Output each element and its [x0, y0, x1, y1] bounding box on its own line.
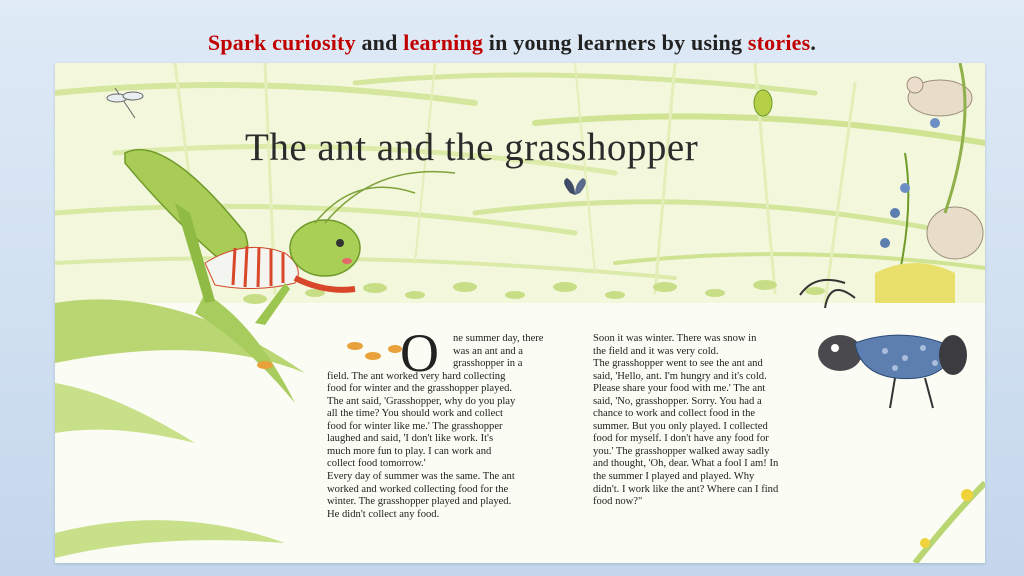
story-line: the field and it was very cold. [593, 345, 719, 357]
story-line: grasshopper in a [453, 358, 523, 370]
story-line: He didn't collect any food. [327, 508, 440, 520]
story-line: much more fun to play. I can work and [327, 445, 492, 457]
beetle-illustration [754, 90, 772, 116]
title-part: learning [403, 30, 484, 55]
story-line: was an ant and a [453, 345, 524, 357]
foreground-leaf [55, 383, 195, 443]
story-line: The ant said, 'Grasshopper, why do you play [327, 395, 516, 407]
drop-cap: O [400, 323, 439, 383]
story-line: food now?" [593, 496, 643, 508]
book-title: The ant and the grasshopper [245, 126, 699, 169]
story-line: all the time? You should work and collect [327, 408, 503, 420]
title-part: . [810, 30, 817, 55]
story-line: The grasshopper went to see the ant and [593, 358, 763, 370]
story-line: collect food tomorrow.' [327, 458, 426, 470]
story-line: the summer I played and played. Why [593, 471, 755, 483]
foreground-leaf [55, 520, 285, 558]
story-right-column [593, 333, 843, 509]
story-line: worked and worked collecting food for the [327, 483, 509, 495]
story-line: chance to work and collect food in the [593, 408, 756, 420]
story-line: you.' The grasshopper walked away sadly [593, 445, 770, 457]
dandelion-illustration [915, 483, 985, 563]
story-line: food for winter like me.' The grasshopper [327, 420, 503, 432]
story-line: and thought, 'Oh, dear. What a fool I am! In [593, 458, 779, 470]
title-part: and [355, 30, 404, 55]
title-part: stories [747, 30, 811, 55]
story-line: food for winter and the grasshopper played. [327, 383, 513, 395]
title-part: Spark curiosity [207, 30, 356, 55]
story-line: laughed and said, 'I don't like work. It's [327, 433, 494, 445]
story-line: field. The ant worked very hard collecting [327, 370, 506, 382]
storybook-page-image [55, 63, 985, 563]
story-line: Please share your food with me.' The ant [593, 383, 766, 395]
story-line: ne summer day, there [453, 333, 544, 344]
story-line: said, 'Hello, ant. I'm hungry and it's cold. [593, 370, 767, 382]
story-left-column [327, 333, 577, 521]
story-line: Every day of summer was the same. The ant [327, 471, 515, 483]
story-line: winter. The grasshopper played and played. [327, 496, 512, 508]
story-line: didn't. I work like the ant? Where can I find [593, 483, 779, 495]
story-line: Soon it was winter. There was snow in [593, 333, 757, 344]
story-line: food for myself. I don't have any food for [593, 433, 769, 445]
story-line: summer. But you only played. I collected [593, 420, 768, 432]
title-part: in young learners by using [483, 30, 748, 55]
story-line: said, 'No, grasshopper. Sorry. You had a [593, 395, 762, 407]
slide-title [0, 30, 1024, 56]
